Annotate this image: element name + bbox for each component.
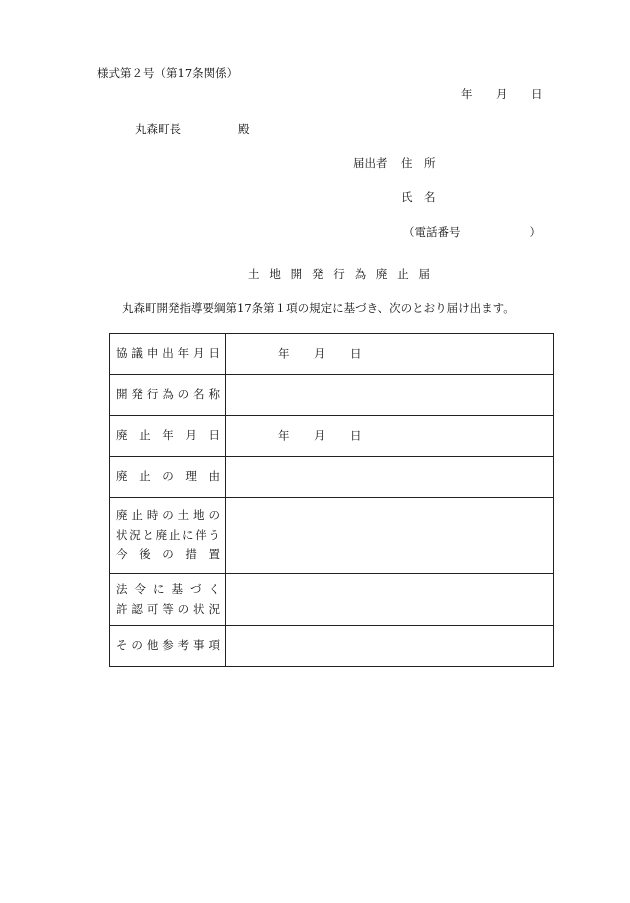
row-value[interactable] <box>226 626 554 667</box>
row-date-month: 月 <box>314 428 326 443</box>
title-char: 為 <box>354 267 367 281</box>
row-label-line: 廃 止 年 月 日 <box>116 428 220 443</box>
row-label-line: そ の 他 参 考 事 項 <box>116 638 220 653</box>
row-label <box>110 457 226 498</box>
form-row <box>110 574 554 626</box>
applicant-address-label: 住 所 <box>401 156 436 170</box>
row-label-line: 廃 止 の 理 由 <box>116 469 220 484</box>
applicant-phone-label: （電話番号 ） <box>403 225 541 239</box>
title-char: 止 <box>397 267 409 281</box>
form-row <box>110 375 554 416</box>
form-table <box>109 333 554 667</box>
addressee-honorific: 殿 <box>238 122 250 136</box>
row-label-line: 開 発 行 為 の 名 称 <box>116 387 220 402</box>
title-char: 行 <box>333 267 345 281</box>
addressee-name: 丸森町長 <box>135 122 181 136</box>
form-row <box>110 334 554 375</box>
row-date-day: 日 <box>350 346 362 361</box>
row-label-line: 状 況 と 廃 止 に 伴 う <box>116 527 220 542</box>
document-title <box>248 269 430 281</box>
row-date-month: 月 <box>314 346 326 361</box>
form-row <box>110 626 554 667</box>
form-number: 様式第２号（第17条関係） <box>97 66 239 80</box>
form-row <box>110 416 554 457</box>
title-char: 土 <box>248 267 260 281</box>
intro-text: 丸森町開発指導要綱第17条第１項の規定に基づき、次のとおり届け出ます。 <box>122 301 515 315</box>
title-char: 廃 <box>375 267 388 281</box>
row-date-year: 年 <box>278 346 290 361</box>
form-row <box>110 498 554 574</box>
row-label <box>110 574 226 626</box>
title-char: 開 <box>290 267 303 281</box>
title-char: 地 <box>269 267 281 281</box>
row-value[interactable] <box>226 574 554 626</box>
row-label-line: 廃 止 時 の 土 地 の <box>116 508 220 523</box>
row-label <box>110 498 226 574</box>
row-value[interactable] <box>226 457 554 498</box>
applicant-label: 届出者 <box>353 156 388 170</box>
row-value[interactable] <box>226 416 554 457</box>
title-char: 届 <box>418 267 430 281</box>
date-month: 月 <box>496 87 508 101</box>
row-label <box>110 416 226 457</box>
row-value[interactable] <box>226 334 554 375</box>
row-label-line: 今 後 の 措 置 <box>116 547 220 562</box>
row-label <box>110 626 226 667</box>
row-label-line: 法 令 に 基 づ く <box>116 582 220 596</box>
date-day: 日 <box>531 87 543 101</box>
applicant-name-label: 氏 名 <box>401 190 436 204</box>
row-label <box>110 334 226 375</box>
date-year: 年 <box>461 87 473 101</box>
row-date-year: 年 <box>278 428 290 443</box>
row-label <box>110 375 226 416</box>
row-value[interactable] <box>226 375 554 416</box>
row-value[interactable] <box>226 498 554 574</box>
row-label-line: 許 認 可 等 の 状 況 <box>116 601 220 616</box>
row-date-day: 日 <box>350 428 362 443</box>
title-char: 発 <box>311 267 324 281</box>
form-row <box>110 457 554 498</box>
row-label-line: 協 議 申 出 年 月 日 <box>116 346 220 361</box>
